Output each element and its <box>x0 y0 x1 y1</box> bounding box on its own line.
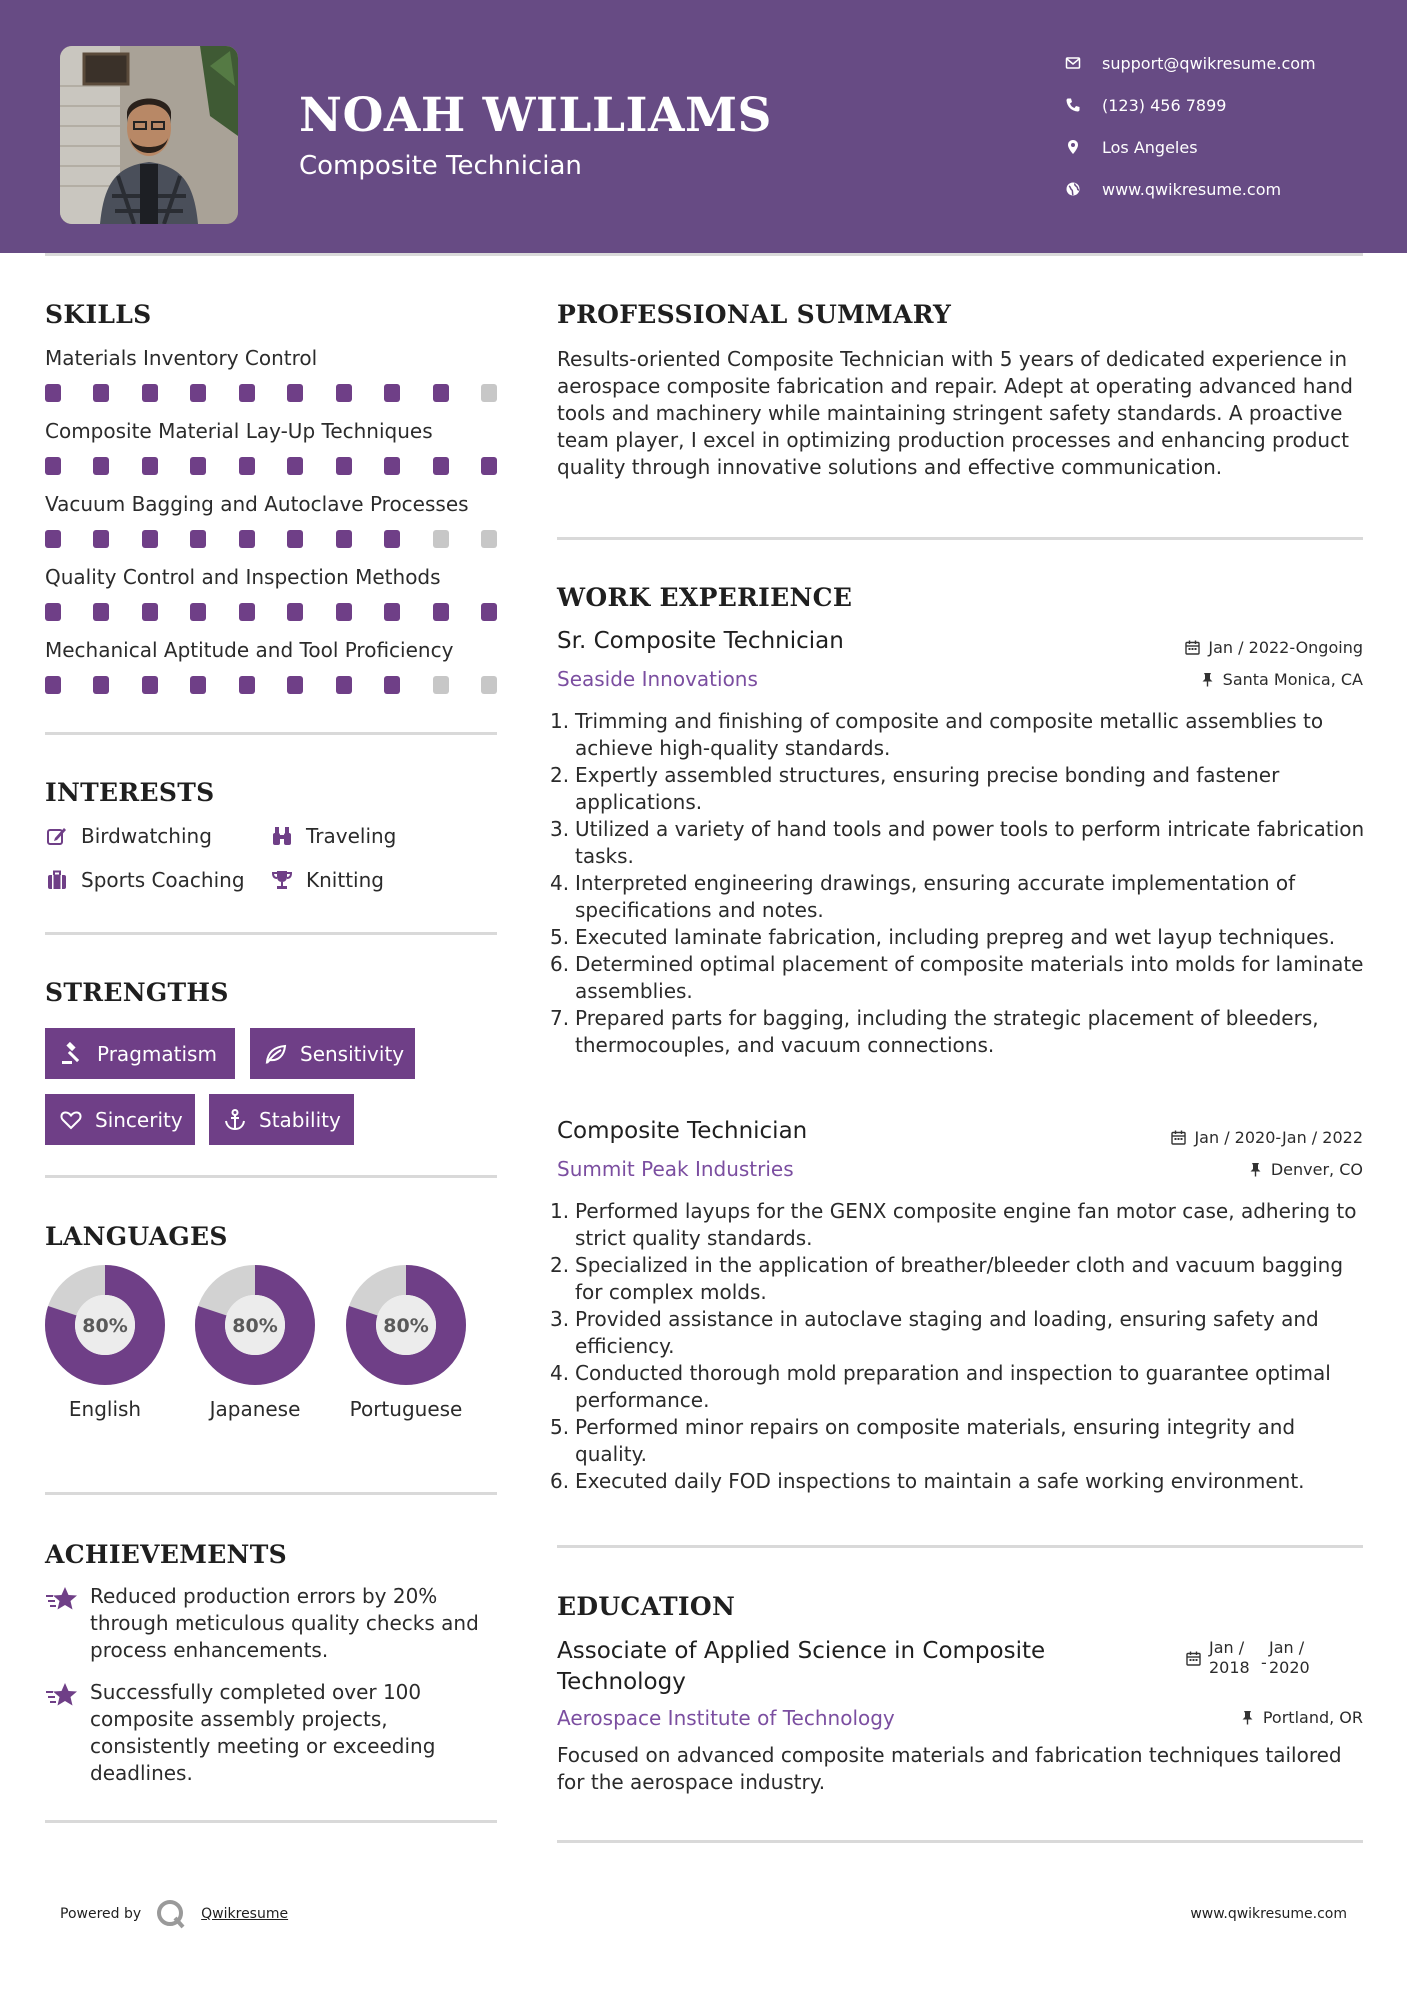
skill-dot-empty <box>433 530 449 548</box>
powered-by-label: Powered by <box>60 1906 142 1922</box>
skill-dot-filled <box>433 457 449 475</box>
skill-name: Composite Material Lay-Up Techniques <box>45 419 433 443</box>
duty-text: Interpreted engineering drawings, ensuring accurate implementation of specifications and notes. <box>575 871 1296 922</box>
education-end-year: 2020 <box>1269 1658 1310 1677</box>
skill-dot-filled <box>287 457 303 475</box>
profile-photo-image <box>60 46 238 224</box>
duty-item: 4. Interpreted engineering drawings, ensuring accurate implementation of specifications and notes. <box>550 871 1296 922</box>
summary-heading: PROFESSIONAL SUMMARY <box>557 300 952 329</box>
skill-dot-filled <box>384 603 400 621</box>
skill-dot-filled <box>93 384 109 402</box>
interest-item <box>45 824 212 848</box>
pencil-square-icon <box>45 824 69 848</box>
language-name: English <box>68 1397 142 1421</box>
duty-item: 5. Executed laminate fabrication, including prepreg and wet layup techniques. <box>550 925 1336 949</box>
experience-heading: WORK EXPERIENCE <box>557 583 853 612</box>
skill-dot-filled <box>384 676 400 694</box>
education-location <box>1240 1708 1363 1727</box>
duty-item: 6. Executed daily FOD inspections to maintain a safe working environment. <box>550 1469 1305 1493</box>
skill-dot-filled <box>142 384 158 402</box>
interest-item <box>270 824 396 848</box>
achievements-heading: ACHIEVEMENTS <box>45 1540 287 1569</box>
contact-location <box>1064 126 1316 168</box>
language-donut <box>346 1265 466 1385</box>
strengths-heading: STRENGTHS <box>45 978 229 1007</box>
contact-phone-text: (123) 456 7899 <box>1102 95 1227 115</box>
duty-list <box>550 708 1369 1059</box>
skill-dot-filled <box>45 530 61 548</box>
skill-dot-filled <box>45 457 61 475</box>
skill-dot-filled <box>190 676 206 694</box>
skill-dot-filled <box>433 384 449 402</box>
phone-icon <box>1064 96 1082 114</box>
achievement-item <box>45 1583 485 1664</box>
skill-dot-filled <box>239 530 255 548</box>
duty-text: Executed laminate fabrication, including prepreg and wet layup techniques. <box>575 925 1336 949</box>
leaf-icon <box>264 1041 288 1067</box>
skill-dot-filled <box>93 530 109 548</box>
star-icon <box>45 1585 79 1615</box>
qwikresume-logo-icon <box>155 1898 187 1930</box>
language-item <box>346 1265 466 1422</box>
interests-heading: INTERESTS <box>45 778 215 807</box>
skill-dot-filled <box>287 530 303 548</box>
skill-dot-filled <box>384 384 400 402</box>
degree-title: Associate of Applied Science in Composite Technology <box>557 1638 1046 1695</box>
strength-label: Sensitivity <box>300 1041 405 1066</box>
duty-item: 6. Determined optimal placement of composite materials into molds for laminate assemblies. <box>550 952 1364 1003</box>
envelope-icon <box>1064 54 1082 72</box>
skill-dot-filled <box>287 384 303 402</box>
section-divider <box>45 732 497 735</box>
skill-dot-filled <box>336 603 352 621</box>
skill-dot-filled <box>336 530 352 548</box>
duty-item: 2. Specialized in the application of breather/bleeder cloth and vacuum bagging for complex molds. <box>550 1253 1344 1304</box>
pushpin-icon <box>1240 1710 1255 1725</box>
skills-heading: SKILLS <box>45 300 152 329</box>
skill-rating <box>45 603 497 621</box>
job-dates-text: Jan / 2022-Ongoing <box>1208 638 1363 657</box>
skill-dot-filled <box>239 457 255 475</box>
duty-item: 3. Utilized a variety of hand tools and power tools to perform intricate fabrication tasks. <box>550 817 1365 868</box>
binoculars-icon <box>270 824 294 848</box>
strength-badge <box>209 1094 354 1145</box>
resume-header <box>0 0 1407 253</box>
strength-badge <box>45 1028 235 1079</box>
section-divider <box>45 1492 497 1495</box>
skill-dot-filled <box>93 676 109 694</box>
duty-item: 4. Conducted thorough mold preparation and inspection to guarantee optimal performance. <box>550 1361 1331 1412</box>
language-name: Japanese <box>209 1397 301 1421</box>
contact-email-text: support@qwikresume.com <box>1102 53 1316 73</box>
language-percent: 80% <box>383 1315 429 1337</box>
language-percent: 80% <box>82 1315 128 1337</box>
skill-dot-filled <box>239 676 255 694</box>
duty-text: Performed minor repairs on composite materials, ensuring integrity and quality. <box>575 1415 1296 1466</box>
interest-item <box>270 868 384 892</box>
job-location <box>1248 1160 1363 1179</box>
heart-icon <box>59 1107 83 1133</box>
skill-dot-filled <box>142 457 158 475</box>
skill-dot-filled <box>142 676 158 694</box>
skill-rating <box>45 384 497 402</box>
language-name: Portuguese <box>349 1397 463 1421</box>
footer-powered-by <box>60 1898 288 1930</box>
candidate-title: Composite Technician <box>299 151 582 181</box>
duty-text: Provided assistance in autoclave staging and loading, ensuring safety and efficiency. <box>575 1307 1319 1358</box>
job-dates <box>1185 638 1363 657</box>
strength-label: Sincerity <box>95 1107 183 1132</box>
language-donut <box>195 1265 315 1385</box>
header-divider <box>45 253 1363 256</box>
interest-label: Sports Coaching <box>81 868 245 892</box>
education-description: Focused on advanced composite materials and fabrication techniques tailored for the aerospace industry. <box>557 1743 1342 1794</box>
skill-dot-filled <box>239 603 255 621</box>
skill-name: Vacuum Bagging and Autoclave Processes <box>45 492 469 516</box>
duty-list <box>550 1198 1369 1495</box>
pushpin-icon <box>1200 672 1215 687</box>
skill-dot-filled <box>287 603 303 621</box>
duty-text: Specialized in the application of breather/bleeder cloth and vacuum bagging for complex molds. <box>575 1253 1344 1304</box>
skill-dot-empty <box>481 530 497 548</box>
skill-dot-filled <box>481 457 497 475</box>
job-location <box>1200 670 1363 689</box>
section-divider <box>45 932 497 935</box>
education-end-month: Jan / <box>1269 1638 1305 1657</box>
education-start-month: Jan / <box>1209 1638 1245 1657</box>
duty-text: Determined optimal placement of composite materials into molds for laminate assemblies. <box>575 952 1364 1003</box>
skill-dot-filled <box>384 457 400 475</box>
interest-label: Traveling <box>306 824 397 848</box>
strength-label: Stability <box>259 1107 341 1132</box>
skill-dot-empty <box>433 676 449 694</box>
duty-item: 1. Performed layups for the GENX composite engine fan motor case, adhering to strict quality standards. <box>550 1199 1357 1250</box>
skill-dot-empty <box>481 384 497 402</box>
skill-dot-filled <box>336 457 352 475</box>
skill-dot-filled <box>45 384 61 402</box>
contact-website-text: www.qwikresume.com <box>1102 179 1282 199</box>
job-dates <box>1171 1128 1363 1147</box>
education-heading: EDUCATION <box>557 1592 736 1621</box>
gavel-icon <box>59 1041 85 1067</box>
skill-dot-filled <box>384 530 400 548</box>
skill-dot-filled <box>190 384 206 402</box>
calendar-icon <box>1171 1130 1186 1145</box>
skill-dot-filled <box>93 603 109 621</box>
skill-dot-filled <box>45 676 61 694</box>
duty-item: 1. Trimming and finishing of composite and composite metallic assemblies to achieve high-quality standards. <box>550 709 1324 760</box>
education-location-text: Portland, OR <box>1262 1708 1363 1727</box>
calendar-icon <box>1186 1651 1201 1666</box>
duty-item: 5. Performed minor repairs on composite materials, ensuring integrity and quality. <box>550 1415 1296 1466</box>
contact-list <box>1064 42 1316 210</box>
skill-dot-filled <box>142 530 158 548</box>
trophy-icon <box>270 868 294 892</box>
skill-dot-filled <box>336 384 352 402</box>
skill-dot-filled <box>433 603 449 621</box>
skill-dot-filled <box>190 530 206 548</box>
skill-name: Materials Inventory Control <box>45 346 318 370</box>
job-dates-text: Jan / 2020-Jan / 2022 <box>1194 1128 1363 1147</box>
briefcase-icon <box>45 868 69 892</box>
strength-label: Pragmatism <box>97 1041 217 1066</box>
strength-badge <box>250 1028 415 1079</box>
contact-location-text: Los Angeles <box>1102 137 1198 157</box>
company-name: Summit Peak Industries <box>557 1157 794 1181</box>
calendar-icon <box>1185 640 1200 655</box>
footer-website[interactable]: www.qwikresume.com <box>1190 1906 1347 1922</box>
duty-text: Executed daily FOD inspections to maintain a safe working environment. <box>575 1469 1305 1493</box>
achievement-text: Reduced production errors by 20% through meticulous quality checks and process enhancements. <box>90 1584 479 1662</box>
star-icon <box>45 1681 79 1711</box>
languages-heading: LANGUAGES <box>45 1222 228 1251</box>
contact-phone[interactable] <box>1064 84 1316 126</box>
section-divider <box>45 1820 497 1823</box>
map-pin-icon <box>1064 138 1082 156</box>
skill-dot-filled <box>45 603 61 621</box>
contact-website[interactable] <box>1064 168 1316 210</box>
skill-name: Mechanical Aptitude and Tool Proficiency <box>45 638 454 662</box>
duty-text: Expertly assembled structures, ensuring precise bonding and fastener applications. <box>575 763 1280 814</box>
duty-text: Prepared parts for bagging, including the strategic placement of bleeders, thermocouples, and vacuum connections. <box>575 1006 1319 1057</box>
section-divider <box>557 537 1363 540</box>
skill-dot-empty <box>481 676 497 694</box>
duty-item: 2. Expertly assembled structures, ensuring precise bonding and fastener applications. <box>550 763 1280 814</box>
language-item <box>45 1265 165 1422</box>
job-title: Composite Technician <box>557 1118 808 1144</box>
achievement-text: Successfully completed over 100 composite assembly projects, consistently meeting or exceeding deadlines. <box>90 1680 436 1785</box>
job-title: Sr. Composite Technician <box>557 628 844 654</box>
language-donut <box>45 1265 165 1385</box>
globe-icon <box>1064 180 1082 198</box>
education-start-year: 2018 <box>1209 1658 1250 1677</box>
skill-dot-filled <box>93 457 109 475</box>
job-location-text: Santa Monica, CA <box>1222 670 1363 689</box>
qwikresume-link[interactable]: Qwikresume <box>201 1906 289 1922</box>
skill-dot-filled <box>336 676 352 694</box>
duty-text: Performed layups for the GENX composite engine fan motor case, adhering to strict quality standards. <box>575 1199 1357 1250</box>
section-divider <box>557 1545 1363 1548</box>
language-item <box>195 1265 315 1422</box>
profile-photo <box>60 46 238 224</box>
strength-badge <box>45 1094 195 1145</box>
skill-rating <box>45 676 497 694</box>
duty-item: 3. Provided assistance in autoclave staging and loading, ensuring safety and efficiency. <box>550 1307 1319 1358</box>
section-divider <box>557 1840 1363 1843</box>
section-divider <box>45 1175 497 1178</box>
skill-name: Quality Control and Inspection Methods <box>45 565 441 589</box>
duty-text: Conducted thorough mold preparation and inspection to guarantee optimal performance. <box>575 1361 1331 1412</box>
skill-dot-filled <box>190 603 206 621</box>
skill-dot-filled <box>142 603 158 621</box>
school-name: Aerospace Institute of Technology <box>557 1706 895 1730</box>
anchor-icon <box>223 1107 247 1133</box>
education-dates: Jan / 2018 - Jan / 2020 <box>1186 1638 1321 1678</box>
contact-email[interactable] <box>1064 42 1316 84</box>
summary-text: Results-oriented Composite Technician with 5 years of dedicated experience in aerospace composite fabrication and repair. Adept at operating advanced hand tools and machinery while maintaining stringent safety standards. A proactive team player, I excel in optimizing production processes and enhancing product quality through innovative solutions and effective communication. <box>557 347 1354 479</box>
duty-item: 7. Prepared parts for bagging, including the strategic placement of bleeders, thermocouples, and vacuum connections. <box>550 1006 1319 1057</box>
achievement-item <box>45 1679 485 1787</box>
skill-dot-filled <box>239 384 255 402</box>
skill-rating <box>45 530 497 548</box>
job-location-text: Denver, CO <box>1270 1160 1363 1179</box>
interest-item <box>45 868 245 892</box>
skill-dot-filled <box>481 603 497 621</box>
skill-rating <box>45 457 497 475</box>
pushpin-icon <box>1248 1162 1263 1177</box>
interest-label: Birdwatching <box>81 824 212 848</box>
candidate-name: NOAH WILLIAMS <box>299 88 772 143</box>
company-name: Seaside Innovations <box>557 667 758 691</box>
skill-dot-filled <box>287 676 303 694</box>
skill-dot-filled <box>190 457 206 475</box>
duty-text: Utilized a variety of hand tools and power tools to perform intricate fabrication tasks. <box>575 817 1365 868</box>
language-percent: 80% <box>232 1315 278 1337</box>
interest-label: Knitting <box>306 868 384 892</box>
duty-text: Trimming and finishing of composite and composite metallic assemblies to achieve high-quality standards. <box>575 709 1324 760</box>
